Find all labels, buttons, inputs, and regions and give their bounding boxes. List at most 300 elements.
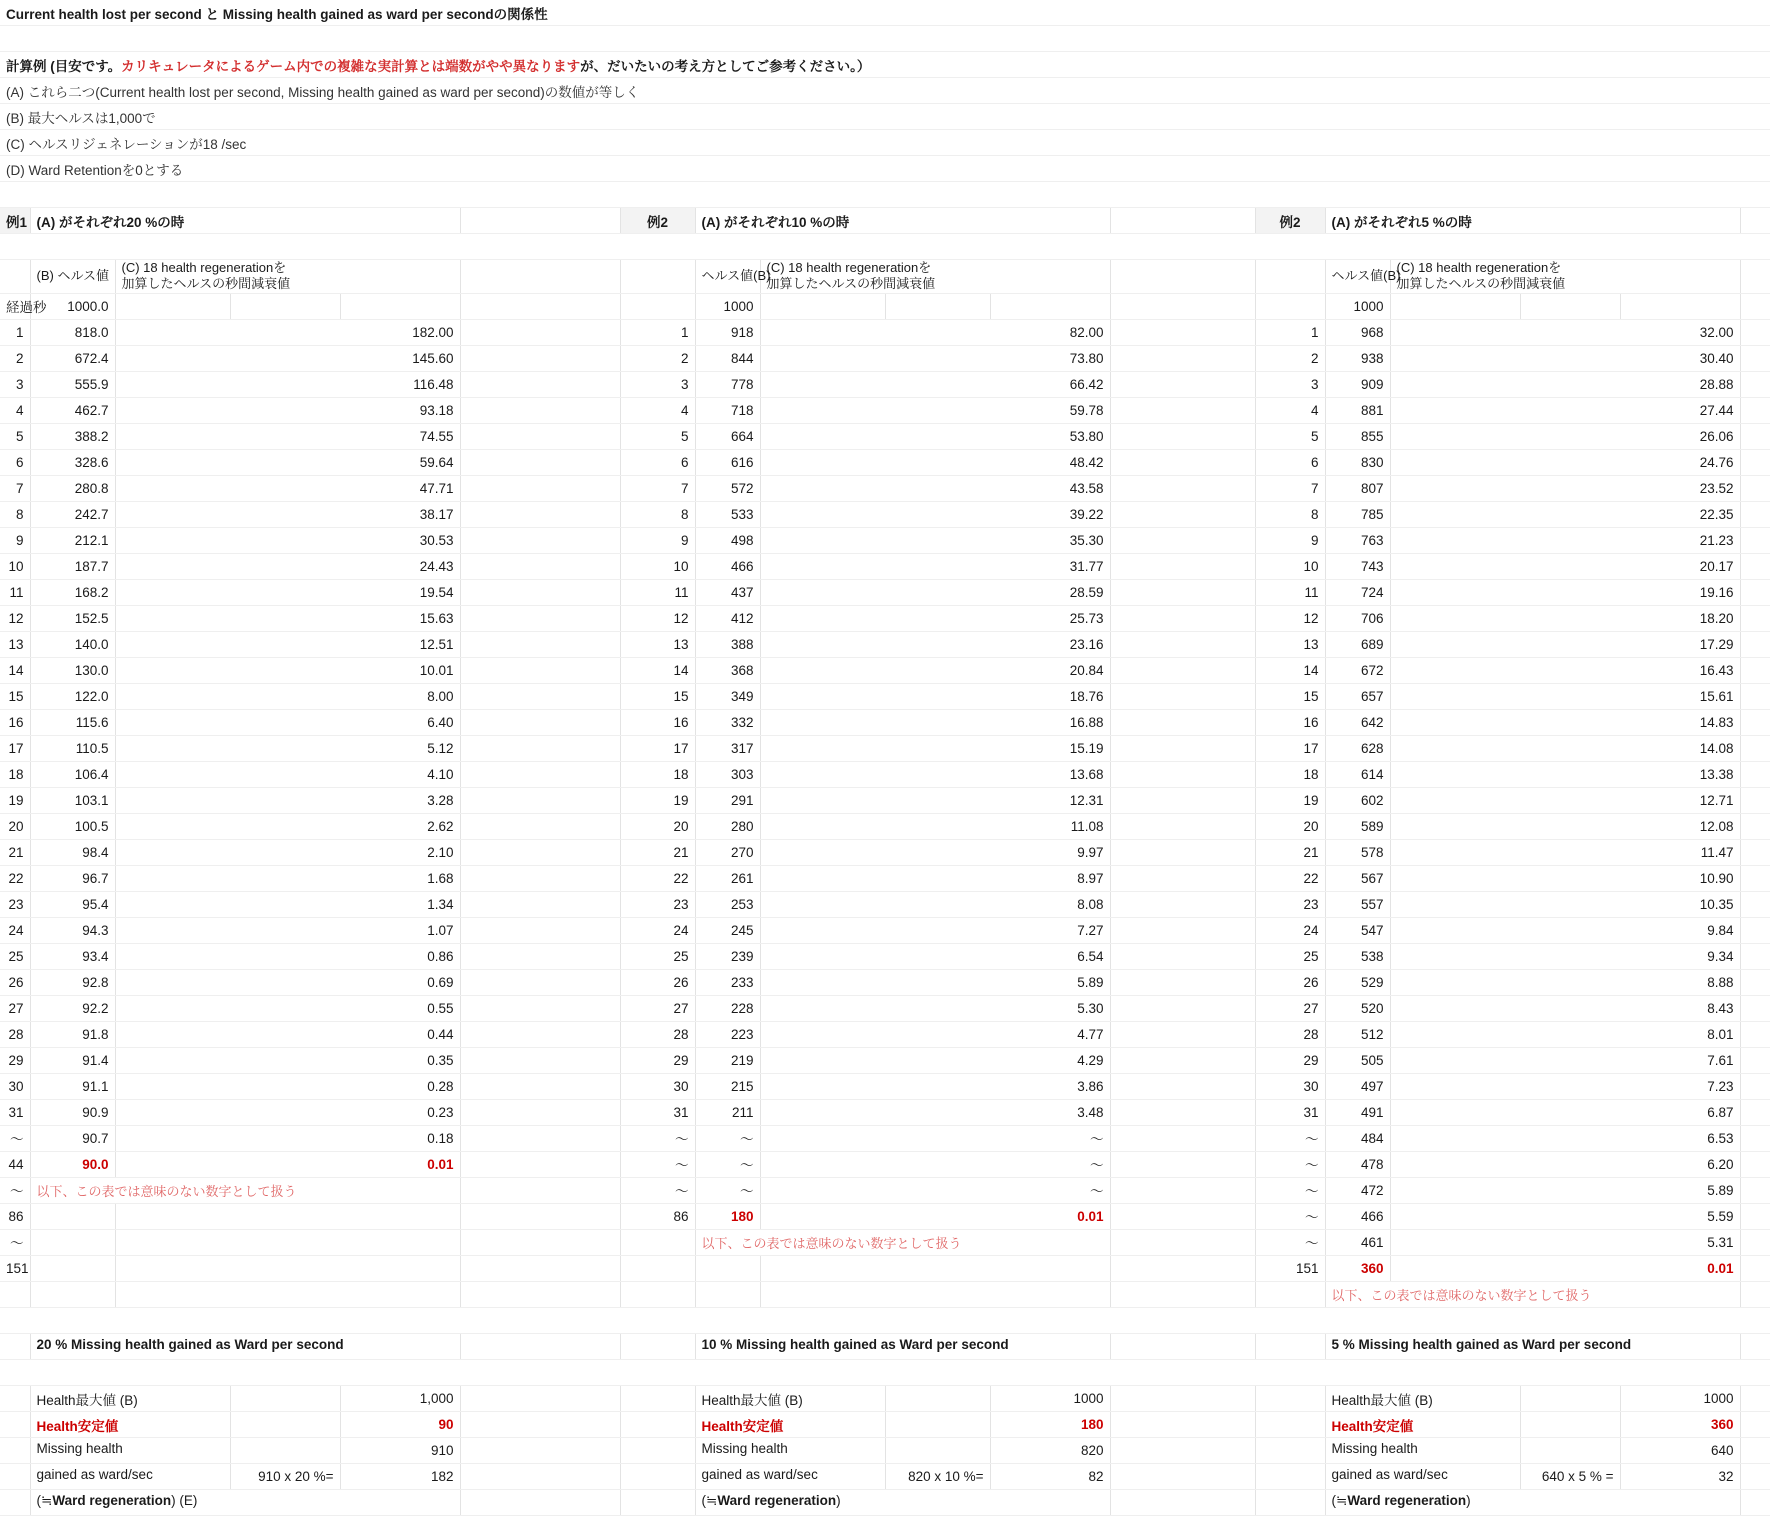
elapsed-seconds-cell: 15 xyxy=(620,683,695,709)
sheet-row xyxy=(0,1047,1770,1073)
elapsed-seconds-cell: 〜 xyxy=(1255,1203,1325,1229)
summary-heading-3: 5 % Missing health gained as Ward per second xyxy=(1325,1333,1740,1359)
sheet-row xyxy=(0,475,1770,501)
decay-value-cell-2: 48.42 xyxy=(760,449,1110,475)
pad xyxy=(0,1411,30,1437)
health-value-cell-1: 90.0 xyxy=(30,1151,115,1177)
spacer-cell xyxy=(1740,1489,1770,1515)
decay-value-cell-1: 19.54 xyxy=(115,579,460,605)
decay-value-cell-2: 〜 xyxy=(760,1151,1110,1177)
spacer-cell xyxy=(460,761,620,787)
decay-value-cell-3: 8.01 xyxy=(1390,1021,1740,1047)
elapsed-seconds-cell: 30 xyxy=(0,1073,30,1099)
sheet-row xyxy=(0,839,1770,865)
sheet-row xyxy=(0,683,1770,709)
spacer-cell xyxy=(460,475,620,501)
spacer-cell xyxy=(1110,1177,1255,1203)
sheet-row xyxy=(0,371,1770,397)
spacer-cell xyxy=(1110,1333,1255,1359)
spacer-cell xyxy=(1110,969,1255,995)
health-value-cell-3: 512 xyxy=(1325,1021,1390,1047)
health-value-cell-1: 91.4 xyxy=(30,1047,115,1073)
elapsed-seconds-cell: 7 xyxy=(1255,475,1325,501)
health-max-value-3: 1000 xyxy=(1620,1385,1740,1411)
health-value-cell-2: 437 xyxy=(695,579,760,605)
elapsed-seconds-cell: 28 xyxy=(0,1021,30,1047)
sheet-row xyxy=(0,605,1770,631)
sheet-row xyxy=(0,1281,1770,1307)
spacer-cell xyxy=(460,449,620,475)
spacer-cell xyxy=(1740,1177,1770,1203)
example-1-tag: 例1 xyxy=(0,208,30,234)
sheet-row xyxy=(0,1177,1770,1203)
health-value-cell-2: 368 xyxy=(695,657,760,683)
health-value-cell-3: 830 xyxy=(1325,449,1390,475)
spacer-cell xyxy=(460,1021,620,1047)
elapsed-seconds-cell: 9 xyxy=(620,527,695,553)
missing-health-value-1: 910 xyxy=(340,1437,460,1463)
spacer-cell xyxy=(460,579,620,605)
spacer-cell xyxy=(460,1047,620,1073)
elapsed-seconds-cell: 14 xyxy=(620,657,695,683)
health-value-cell-3: 642 xyxy=(1325,709,1390,735)
decay-value-cell-2: 4.77 xyxy=(760,1021,1110,1047)
health-value-initial-3: 1000 xyxy=(1325,293,1390,319)
decay-value-cell-1: 0.86 xyxy=(115,943,460,969)
pad xyxy=(230,293,340,319)
spacer-cell xyxy=(1740,917,1770,943)
pad xyxy=(340,293,460,319)
spacer-cell xyxy=(1110,1463,1255,1489)
sheet-row xyxy=(0,78,1770,104)
spacer-cell xyxy=(1740,1151,1770,1177)
spacer-cell xyxy=(1110,260,1255,294)
spacer-cell xyxy=(460,1151,620,1177)
elapsed-seconds-cell: 3 xyxy=(620,371,695,397)
ward-regeneration-label-1: (≒Ward regeneration) (E) xyxy=(30,1489,460,1515)
spacer-cell xyxy=(460,527,620,553)
elapsed-seconds-cell: 2 xyxy=(0,345,30,371)
spacer-cell xyxy=(1740,1411,1770,1437)
health-value-cell-2: 291 xyxy=(695,787,760,813)
spacer-cell xyxy=(1740,709,1770,735)
spacer-cell xyxy=(1740,1281,1770,1307)
elapsed-seconds-cell xyxy=(620,1229,695,1255)
intro-condition-3: (C) ヘルスリジェネレーションが18 /sec xyxy=(0,130,1770,156)
elapsed-seconds-cell: 22 xyxy=(620,865,695,891)
health-max-value-1: 1,000 xyxy=(340,1385,460,1411)
health-value-cell-3: 602 xyxy=(1325,787,1390,813)
decay-value-cell-2: 13.68 xyxy=(760,761,1110,787)
elapsed-seconds-cell: 17 xyxy=(620,735,695,761)
decay-value-cell-1: 116.48 xyxy=(115,371,460,397)
spacer-cell xyxy=(1740,995,1770,1021)
pad xyxy=(1520,293,1620,319)
health-value-cell-1: 93.4 xyxy=(30,943,115,969)
decay-value-cell-2: 0.01 xyxy=(760,1203,1110,1229)
elapsed-blank xyxy=(620,293,695,319)
health-value-cell-1: 818.0 xyxy=(30,319,115,345)
spacer-cell xyxy=(1110,787,1255,813)
elapsed-seconds-cell: 10 xyxy=(0,553,30,579)
decay-value-cell-1: 10.01 xyxy=(115,657,460,683)
health-value-cell-3: 478 xyxy=(1325,1151,1390,1177)
health-value-cell-1 xyxy=(30,1229,115,1255)
elapsed-seconds-cell: 3 xyxy=(1255,371,1325,397)
health-value-cell-3: 497 xyxy=(1325,1073,1390,1099)
elapsed-seconds-cell: 9 xyxy=(0,527,30,553)
decay-value-cell-2: 15.19 xyxy=(760,735,1110,761)
health-value-cell-3: 968 xyxy=(1325,319,1390,345)
elapsed-seconds-cell: 86 xyxy=(0,1203,30,1229)
elapsed-seconds-cell: 23 xyxy=(1255,891,1325,917)
decay-value-cell-3: 21.23 xyxy=(1390,527,1740,553)
decay-value-cell-1: 1.68 xyxy=(115,865,460,891)
decay-value-cell-3: 0.01 xyxy=(1390,1255,1740,1281)
gained-ward-label-3: gained as ward/sec xyxy=(1325,1463,1520,1489)
spacer-cell xyxy=(460,397,620,423)
health-value-cell-2: 261 xyxy=(695,865,760,891)
elapsed-seconds-cell: 16 xyxy=(1255,709,1325,735)
document-title: Current health lost per second と Missing health gained as ward per secondの関係性 xyxy=(0,0,1770,26)
health-value-cell-2: 180 xyxy=(695,1203,760,1229)
health-value-cell-2: 616 xyxy=(695,449,760,475)
spacer-cell xyxy=(1740,891,1770,917)
pad xyxy=(620,1411,695,1437)
sheet-row xyxy=(0,995,1770,1021)
health-value-cell-3: 547 xyxy=(1325,917,1390,943)
ward-regeneration-label-2: (≒Ward regeneration) xyxy=(695,1489,1110,1515)
example-3-tag: 例2 xyxy=(1255,208,1325,234)
spacer-cell xyxy=(1110,1411,1255,1437)
spacer-cell xyxy=(1110,761,1255,787)
spacer-cell xyxy=(460,319,620,345)
decay-value-cell-1: 2.62 xyxy=(115,813,460,839)
spacer-cell xyxy=(460,995,620,1021)
elapsed-seconds-cell: 151 xyxy=(1255,1255,1325,1281)
health-value-cell-1: 95.4 xyxy=(30,891,115,917)
spacer-cell xyxy=(460,735,620,761)
health-value-cell-1: 140.0 xyxy=(30,631,115,657)
decay-value-cell-2: 66.42 xyxy=(760,371,1110,397)
decay-value-cell-3: 20.17 xyxy=(1390,553,1740,579)
decay-value-cell-3: 30.40 xyxy=(1390,345,1740,371)
elapsed-seconds-cell: 20 xyxy=(0,813,30,839)
health-max-label-3: Health最大値 (B) xyxy=(1325,1385,1520,1411)
decay-value-cell-1: 12.51 xyxy=(115,631,460,657)
spacer-cell xyxy=(1110,1073,1255,1099)
health-value-initial-1: 1000.0 xyxy=(30,293,115,319)
spacer-cell xyxy=(1740,657,1770,683)
spacer-cell xyxy=(1740,631,1770,657)
spacer-cell xyxy=(1740,735,1770,761)
sheet-row xyxy=(0,234,1770,260)
decay-value-cell-1: 74.55 xyxy=(115,423,460,449)
health-value-cell-2 xyxy=(695,1281,760,1307)
health-value-cell-3: 724 xyxy=(1325,579,1390,605)
blank-row xyxy=(0,234,1770,260)
elapsed-seconds-cell: 4 xyxy=(1255,397,1325,423)
health-value-cell-2: 533 xyxy=(695,501,760,527)
elapsed-seconds-cell: 6 xyxy=(0,449,30,475)
decay-value-cell-2: 5.30 xyxy=(760,995,1110,1021)
sheet-row xyxy=(0,182,1770,208)
elapsed-seconds-cell: 27 xyxy=(1255,995,1325,1021)
health-value-cell-1: 388.2 xyxy=(30,423,115,449)
sheet-row xyxy=(0,657,1770,683)
health-value-cell-3: 743 xyxy=(1325,553,1390,579)
decay-value-cell-1: 1.07 xyxy=(115,917,460,943)
health-value-cell-1: 130.0 xyxy=(30,657,115,683)
elapsed-seconds-cell: 25 xyxy=(0,943,30,969)
decay-value-cell-1: 0.69 xyxy=(115,969,460,995)
elapsed-seconds-cell: 31 xyxy=(0,1099,30,1125)
health-value-cell-3: 360 xyxy=(1325,1255,1390,1281)
health-value-cell-2: 280 xyxy=(695,813,760,839)
gained-ward-value-3: 32 xyxy=(1620,1463,1740,1489)
sheet-row xyxy=(0,631,1770,657)
elapsed-seconds-cell: 15 xyxy=(0,683,30,709)
health-value-cell-3: 484 xyxy=(1325,1125,1390,1151)
missing-health-value-2: 820 xyxy=(990,1437,1110,1463)
health-value-cell-2: 918 xyxy=(695,319,760,345)
health-value-cell-1: 106.4 xyxy=(30,761,115,787)
spacer-cell xyxy=(1110,1047,1255,1073)
spacer-cell xyxy=(460,1411,620,1437)
gained-ward-label-1: gained as ward/sec xyxy=(30,1463,230,1489)
pad xyxy=(1620,293,1740,319)
decay-value-cell-2: 4.29 xyxy=(760,1047,1110,1073)
health-stable-value-calc-2 xyxy=(885,1411,990,1437)
decay-value-cell-2: 28.59 xyxy=(760,579,1110,605)
health-value-cell-1: 672.4 xyxy=(30,345,115,371)
pad xyxy=(0,1333,30,1359)
decay-value-cell-3: 32.00 xyxy=(1390,319,1740,345)
spacer-cell xyxy=(1740,1099,1770,1125)
health-value-cell-2: 664 xyxy=(695,423,760,449)
col-header-health-1: (B) ヘルス値 xyxy=(30,260,115,294)
decay-value-cell-1: 0.55 xyxy=(115,995,460,1021)
decay-value-cell-2: 8.97 xyxy=(760,865,1110,891)
gained-ward-value-2: 82 xyxy=(990,1463,1110,1489)
spacer-cell xyxy=(460,709,620,735)
elapsed-seconds-cell: 18 xyxy=(620,761,695,787)
elapsed-seconds-cell: 13 xyxy=(620,631,695,657)
decay-value-cell-1 xyxy=(115,1203,460,1229)
health-value-cell-1: 555.9 xyxy=(30,371,115,397)
elapsed-seconds-cell: 12 xyxy=(620,605,695,631)
col-header-blank xyxy=(620,260,695,294)
health-value-cell-3: 855 xyxy=(1325,423,1390,449)
elapsed-seconds-cell: 〜 xyxy=(620,1151,695,1177)
decay-value-cell-2: 39.22 xyxy=(760,501,1110,527)
sheet-row xyxy=(0,260,1770,294)
spacer-cell xyxy=(1740,501,1770,527)
decay-value-cell-2: 〜 xyxy=(760,1125,1110,1151)
decay-value-cell-3: 12.71 xyxy=(1390,787,1740,813)
sheet-row xyxy=(0,1489,1770,1515)
decay-value-cell-1: 4.10 xyxy=(115,761,460,787)
spacer-cell xyxy=(1740,397,1770,423)
health-value-cell-3: 938 xyxy=(1325,345,1390,371)
decay-value-cell-1: 0.01 xyxy=(115,1151,460,1177)
spacer-cell xyxy=(460,683,620,709)
health-value-cell-2: 718 xyxy=(695,397,760,423)
elapsed-seconds-cell: 12 xyxy=(0,605,30,631)
health-stable-value-3: 360 xyxy=(1620,1411,1740,1437)
health-value-cell-2: 388 xyxy=(695,631,760,657)
health-value-cell-3: 909 xyxy=(1325,371,1390,397)
health-value-cell-1: 91.8 xyxy=(30,1021,115,1047)
sheet-row xyxy=(0,553,1770,579)
decay-value-cell-1: 15.63 xyxy=(115,605,460,631)
elapsed-seconds-cell: 28 xyxy=(1255,1021,1325,1047)
spacer-cell xyxy=(460,839,620,865)
elapsed-seconds-cell: 1 xyxy=(0,319,30,345)
health-value-cell-3: 538 xyxy=(1325,943,1390,969)
spacer-cell xyxy=(1110,1385,1255,1411)
sheet-row xyxy=(0,208,1770,234)
elapsed-seconds-cell: 44 xyxy=(0,1151,30,1177)
health-value-cell-2: 211 xyxy=(695,1099,760,1125)
spacer-cell xyxy=(1740,1073,1770,1099)
sheet-row xyxy=(0,0,1770,26)
elapsed-seconds-cell: 31 xyxy=(620,1099,695,1125)
decay-value-cell-1: 2.10 xyxy=(115,839,460,865)
sheet-row xyxy=(0,813,1770,839)
sheet-row xyxy=(0,449,1770,475)
sheet-row xyxy=(0,1151,1770,1177)
decay-value-cell-3: 9.84 xyxy=(1390,917,1740,943)
decay-value-cell-3: 13.38 xyxy=(1390,761,1740,787)
sheet-row xyxy=(0,1437,1770,1463)
spacer-cell xyxy=(460,345,620,371)
health-value-cell-1: 90.9 xyxy=(30,1099,115,1125)
sheet-row xyxy=(0,104,1770,130)
missing-health-value-3: 640 xyxy=(1620,1437,1740,1463)
decay-value-cell-1: 0.44 xyxy=(115,1021,460,1047)
health-value-cell-3: 472 xyxy=(1325,1177,1390,1203)
decay-value-cell-2 xyxy=(760,1255,1110,1281)
spacer-cell xyxy=(1110,1489,1255,1515)
elapsed-seconds-cell: 22 xyxy=(0,865,30,891)
spacer-cell xyxy=(1740,345,1770,371)
pad xyxy=(0,1385,30,1411)
health-value-cell-3: 466 xyxy=(1325,1203,1390,1229)
elapsed-seconds-cell: 5 xyxy=(1255,423,1325,449)
decay-value-cell-1: 0.35 xyxy=(115,1047,460,1073)
missing-health-label-2: Missing health xyxy=(695,1437,885,1463)
elapsed-seconds-cell: 〜 xyxy=(0,1125,30,1151)
spacer-cell xyxy=(460,1437,620,1463)
spacer-cell xyxy=(1110,1099,1255,1125)
spacer-cell xyxy=(1740,1125,1770,1151)
elapsed-seconds-cell: 5 xyxy=(0,423,30,449)
elapsed-seconds-cell: 8 xyxy=(0,501,30,527)
health-stable-value-1: 90 xyxy=(340,1411,460,1437)
example-1-heading: (A) がそれぞれ20 %の時 xyxy=(30,208,460,234)
decay-value-cell-3: 5.59 xyxy=(1390,1203,1740,1229)
sheet-row xyxy=(0,579,1770,605)
health-value-cell-2: 〜 xyxy=(695,1125,760,1151)
spacer-cell xyxy=(1110,475,1255,501)
spacer-cell xyxy=(1110,891,1255,917)
health-stable-value-2: 180 xyxy=(990,1411,1110,1437)
decay-value-cell-2: 6.54 xyxy=(760,943,1110,969)
col-header-decay-2: (C) 18 health regenerationを 加算したヘルスの秒間減衰値 xyxy=(760,260,1110,294)
decay-value-cell-3: 16.43 xyxy=(1390,657,1740,683)
health-value-cell-1: 96.7 xyxy=(30,865,115,891)
sheet-row xyxy=(0,1463,1770,1489)
spacer-cell xyxy=(460,423,620,449)
health-value-cell-3: 807 xyxy=(1325,475,1390,501)
decay-value-cell-2: 43.58 xyxy=(760,475,1110,501)
spacer-cell xyxy=(1740,761,1770,787)
spacer-cell xyxy=(460,553,620,579)
spacer-cell xyxy=(1740,449,1770,475)
spacer-cell xyxy=(1110,1281,1255,1307)
sheet-row xyxy=(0,1333,1770,1359)
elapsed-seconds-cell: 19 xyxy=(620,787,695,813)
health-value-cell-3: 520 xyxy=(1325,995,1390,1021)
sheet-row xyxy=(0,423,1770,449)
spacer-cell xyxy=(1110,995,1255,1021)
spacer-cell xyxy=(1110,735,1255,761)
col-header-decay-1: (C) 18 health regenerationを 加算したヘルスの秒間減衰値 xyxy=(115,260,460,294)
elapsed-seconds-cell: 22 xyxy=(1255,865,1325,891)
health-value-cell-3: 567 xyxy=(1325,865,1390,891)
decay-value-cell-1 xyxy=(115,1281,460,1307)
health-max-value-calc-3 xyxy=(1520,1385,1620,1411)
pad xyxy=(1255,1333,1325,1359)
spacer-cell xyxy=(1110,397,1255,423)
elapsed-seconds-cell: 23 xyxy=(620,891,695,917)
elapsed-seconds-cell: 11 xyxy=(0,579,30,605)
spacer-cell xyxy=(460,787,620,813)
health-value-cell-2: 498 xyxy=(695,527,760,553)
elapsed-seconds-cell: 6 xyxy=(1255,449,1325,475)
health-value-cell-2: 572 xyxy=(695,475,760,501)
health-value-cell-1: 91.1 xyxy=(30,1073,115,1099)
elapsed-seconds-cell: 86 xyxy=(620,1203,695,1229)
elapsed-seconds-cell: 1 xyxy=(620,319,695,345)
decay-value-cell-2: 18.76 xyxy=(760,683,1110,709)
col-header-blank xyxy=(0,260,30,294)
decay-value-cell-1: 30.53 xyxy=(115,527,460,553)
elapsed-seconds-cell: 28 xyxy=(620,1021,695,1047)
elapsed-seconds-cell: 〜 xyxy=(0,1177,30,1203)
elapsed-seconds-cell: 9 xyxy=(1255,527,1325,553)
spacer-cell xyxy=(460,865,620,891)
pad xyxy=(990,293,1110,319)
spacer-cell xyxy=(1110,1437,1255,1463)
note-meaningless-3: 以下、この表では意味のない数字として扱う xyxy=(1325,1281,1740,1307)
health-value-initial-2: 1000 xyxy=(695,293,760,319)
spacer-cell xyxy=(1110,709,1255,735)
health-value-cell-3: 706 xyxy=(1325,605,1390,631)
health-value-cell-3: 672 xyxy=(1325,657,1390,683)
elapsed-seconds-cell: 〜 xyxy=(620,1125,695,1151)
elapsed-seconds-cell: 3 xyxy=(0,371,30,397)
sheet-row xyxy=(0,397,1770,423)
elapsed-seconds-cell xyxy=(620,1255,695,1281)
spacer-cell xyxy=(1110,553,1255,579)
decay-value-cell-3: 26.06 xyxy=(1390,423,1740,449)
health-value-cell-2: 844 xyxy=(695,345,760,371)
spacer-cell xyxy=(1110,319,1255,345)
health-value-cell-3: 589 xyxy=(1325,813,1390,839)
spacer-cell xyxy=(1740,1255,1770,1281)
